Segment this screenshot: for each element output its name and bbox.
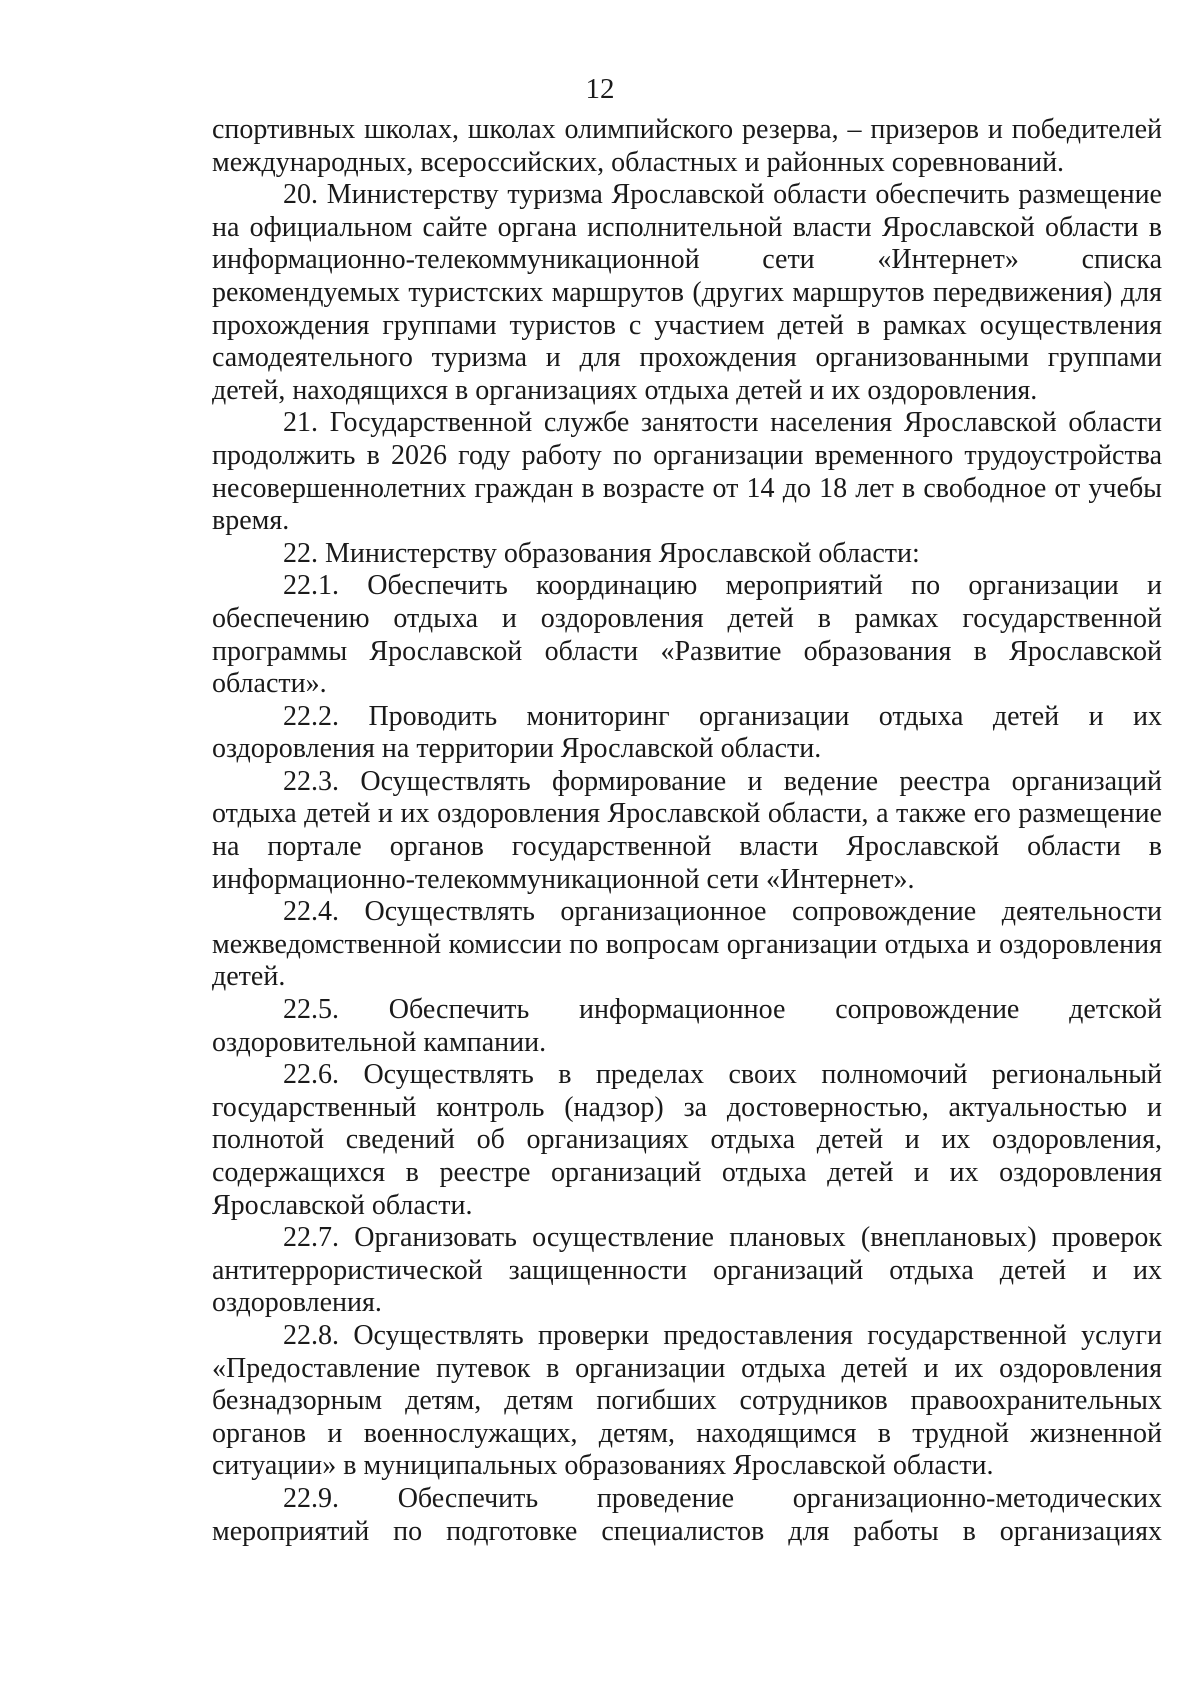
paragraph-item-22: 22. Министерству образования Ярославской области: xyxy=(283,537,920,569)
paragraph-continuation: спортивных школах, школах олимпийского резерва, – призеров и победителей международных, всероссийских, областных и районных соревнований. xyxy=(212,114,1162,178)
document-body xyxy=(212,114,1162,1548)
paragraph-item-22-9: 22.9. Обеспечить проведение организационно-методических мероприятий по подготовке специалистов для работы в организациях xyxy=(212,1482,1162,1547)
paragraph-item-21: 21. Государственной службе занятости населения Ярославской области продолжить в 2026 году работу по организации временного трудоустройства несовершеннолетних граждан в возрасте от 14 до 18 лет в свободное от учебы время. xyxy=(212,407,1162,537)
paragraph-item-20: 20. Министерству туризма Ярославской области обеспечить размещение на официальном сайте органа исполнительной власти Ярославской области в информационно-телекоммуникационной сети «Интернет» списка рекомендуемых туристских маршрутов (других маршрутов передвижения) для прохождения группами туристов с участием детей в рамках осуществления самодеятельного туризма и для прохождения организованными группами детей, находящихся в организациях отдыха детей и их оздоровления. xyxy=(212,179,1162,406)
paragraph-item-22-2: 22.2. Проводить мониторинг организации отдыха детей и их оздоровления на территории Ярославской области. xyxy=(212,700,1162,765)
paragraph-item-22-7: 22.7. Организовать осуществление плановых (внеплановых) проверок антитеррористической защищенности организаций отдыха детей и их оздоровления. xyxy=(212,1222,1162,1319)
paragraph-item-22-1: 22.1. Обеспечить координацию мероприятий по организации и обеспечению отдыха и оздоровления детей в рамках государственной программы Ярославской области «Развитие образования в Ярославской области». xyxy=(212,570,1162,700)
paragraph-item-22-5: 22.5. Обеспечить информационное сопровождение детской оздоровительной кампании. xyxy=(212,994,1162,1058)
paragraph-item-22-8: 22.8. Осуществлять проверки предоставления государственной услуги «Предоставление путевок в организации отдыха детей и их оздоровления безнадзорным детям, детям погибших сотрудников правоохранительных органов и военнослужащих, детям, находящимся в трудной жизненной ситуации» в муниципальных образованиях Ярославской области. xyxy=(212,1319,1162,1482)
paragraph-item-22-4: 22.4. Осуществлять организационное сопровождение деятельности межведомственной комиссии по вопросам организации отдыха и оздоровления детей. xyxy=(212,896,1162,993)
page-number: 12 xyxy=(585,73,615,105)
paragraph-item-22-6: 22.6. Осуществлять в пределах своих полномочий региональный государственный контроль (надзор) за достоверностью, актуальностью и полнотой сведений об организациях отдыха детей и их оздоровления, содержащихся в реестре организаций отдыха детей и их оздоровления Ярославской области. xyxy=(212,1059,1162,1221)
paragraph-item-22-3: 22.3. Осуществлять формирование и ведение реестра организаций отдыха детей и их оздоровления Ярославской области, а также его размещение на портале органов государственной власти Ярославской области в информационно-телекоммуникационной сети «Интернет». xyxy=(212,765,1162,895)
